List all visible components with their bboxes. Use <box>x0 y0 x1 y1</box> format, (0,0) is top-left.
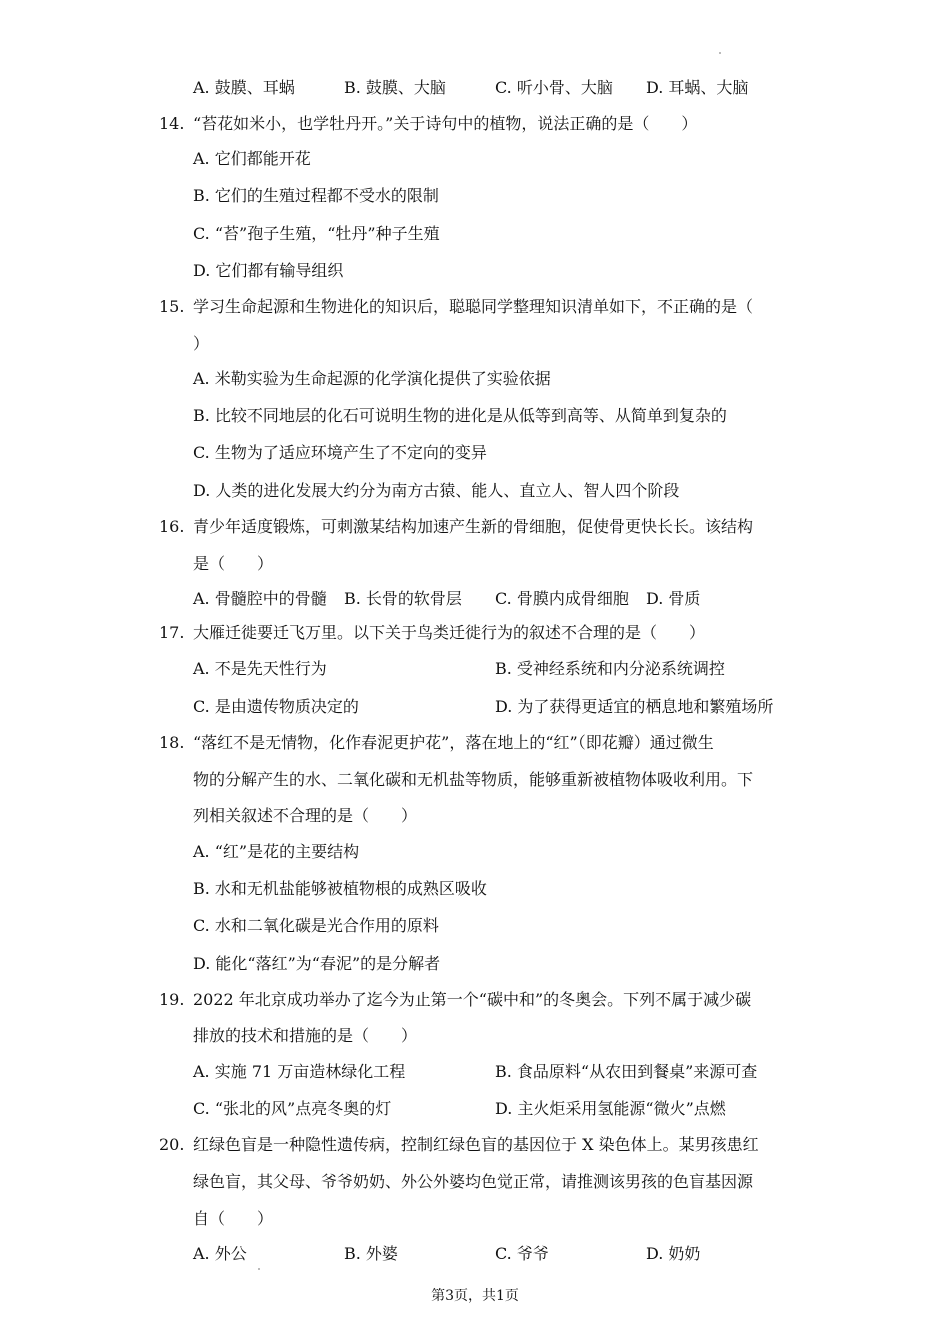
q18-stem-line1: “落红不是无情物，化作春泥更护花”，落在地上的“红”（即花瓣）通过微生 <box>193 733 714 752</box>
q16-option-c: C. 骨膜内成骨细胞 <box>495 589 629 608</box>
q20-option-a: A. 外公 <box>193 1244 247 1263</box>
q19-option-c: C. “张北的风”点亮冬奥的灯 <box>193 1099 392 1118</box>
q17-option-a: A. 不是先天性行为 <box>193 659 327 678</box>
q19-option-a: A. 实施 71 万亩造林绿化工程 <box>193 1062 406 1081</box>
q14-option-c: C. “苔”孢子生殖，“牡丹”种子生殖 <box>193 224 440 243</box>
q18-option-d: D. 能化“落红”为“春泥”的是分解者 <box>193 954 441 973</box>
q18-option-b: B. 水和无机盐能够被植物根的成熟区吸收 <box>193 879 487 898</box>
q15-number: 15. <box>159 297 185 316</box>
q16-option-b: B. 长骨的软骨层 <box>344 589 462 608</box>
q16-option-a: A. 骨髓腔中的骨髓 <box>193 589 327 608</box>
q19-number: 19. <box>159 990 185 1009</box>
q13-option-d: D. 耳蜗、大脑 <box>646 78 749 97</box>
q20-option-c: C. 爷爷 <box>495 1244 549 1263</box>
q20-stem-line3: 自（ ） <box>193 1209 274 1228</box>
page-footer: 第3页，共1页 <box>431 1288 519 1304</box>
q18-option-c: C. 水和二氧化碳是光合作用的原料 <box>193 916 439 935</box>
scan-dot <box>719 52 721 54</box>
q18-stem-line2: 物的分解产生的水、二氧化碳和无机盐等物质，能够重新被植物体吸收利用。下 <box>193 770 754 789</box>
q16-stem-line2: 是（ ） <box>193 554 274 573</box>
q14-number: 14. <box>159 114 185 133</box>
q14-option-d: D. 它们都有输导组织 <box>193 261 344 280</box>
scan-dot <box>258 1268 260 1270</box>
q19-option-b: B. 食品原料“从农田到餐桌”来源可查 <box>495 1062 758 1081</box>
q17-option-b: B. 受神经系统和内分泌系统调控 <box>495 659 725 678</box>
q18-stem-line3: 列相关叙述不合理的是（ ） <box>193 806 418 825</box>
q16-number: 16. <box>159 517 185 536</box>
q15-option-a: A. 米勒实验为生命起源的化学演化提供了实验依据 <box>193 369 551 388</box>
q16-stem-line1: 青少年适度锻炼，可刺激某结构加速产生新的骨细胞，促使骨更快长长。该结构 <box>193 517 754 536</box>
q15-stem-line1: 学习生命起源和生物进化的知识后，聪聪同学整理知识清单如下，不正确的是（ <box>193 297 754 316</box>
q15-stem-line2: ） <box>193 334 210 353</box>
q19-stem-line2: 排放的技术和措施的是（ ） <box>193 1026 418 1045</box>
q13-option-a: A. 鼓膜、耳蜗 <box>193 78 295 97</box>
q17-number: 17. <box>159 623 185 642</box>
q20-stem-line1: 红绿色盲是一种隐性遗传病，控制红绿色盲的基因位于 X 染色体上。某男孩患红 <box>193 1135 759 1154</box>
q15-option-d: D. 人类的进化发展大约分为南方古猿、能人、直立人、智人四个阶段 <box>193 481 680 500</box>
q15-option-b: B. 比较不同地层的化石可说明生物的进化是从低等到高等、从简单到复杂的 <box>193 406 727 425</box>
q20-option-d: D. 奶奶 <box>646 1244 701 1263</box>
q18-option-a: A. “红”是花的主要结构 <box>193 842 360 861</box>
q14-option-b: B. 它们的生殖过程都不受水的限制 <box>193 186 439 205</box>
q14-option-a: A. 它们都能开花 <box>193 149 311 168</box>
q16-option-d: D. 骨质 <box>646 589 701 608</box>
q19-stem-line1: 2022 年北京成功举办了迄今为止第一个“碳中和”的冬奥会。下列不属于减少碳 <box>193 990 752 1009</box>
q17-option-d: D. 为了获得更适宜的栖息地和繁殖场所 <box>495 697 774 716</box>
q20-number: 20. <box>159 1135 185 1154</box>
q20-stem-line2: 绿色盲，其父母、爷爷奶奶、外公外婆均色觉正常，请推测该男孩的色盲基因源 <box>193 1172 754 1191</box>
q20-option-b: B. 外婆 <box>344 1244 398 1263</box>
q13-option-c: C. 听小骨、大脑 <box>495 78 613 97</box>
q13-option-b: B. 鼓膜、大脑 <box>344 78 446 97</box>
q18-number: 18. <box>159 733 185 752</box>
q19-option-d: D. 主火炬采用氢能源“微火”点燃 <box>495 1099 726 1118</box>
q15-option-c: C. 生物为了适应环境产生了不定向的变异 <box>193 443 487 462</box>
q17-option-c: C. 是由遗传物质决定的 <box>193 697 359 716</box>
q14-stem: “苔花如米小，也学牡丹开。”关于诗句中的植物，说法正确的是（ ） <box>193 114 698 133</box>
q17-stem: 大雁迁徙要迁飞万里。以下关于鸟类迁徙行为的叙述不合理的是（ ） <box>193 623 706 642</box>
